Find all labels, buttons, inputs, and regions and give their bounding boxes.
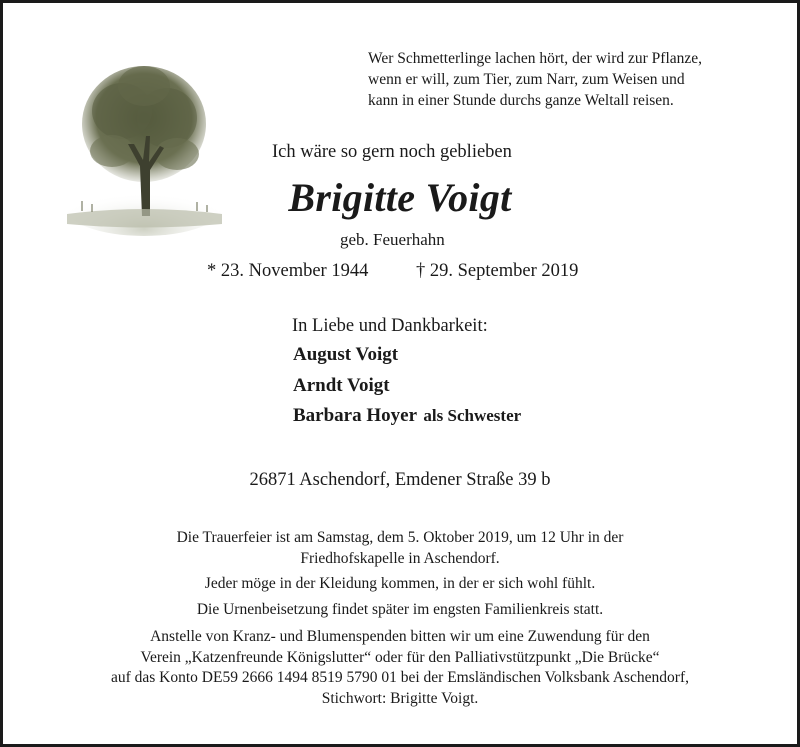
mourner-name: August Voigt (293, 344, 399, 365)
mourner-relation: als Schwester (423, 406, 522, 425)
mourner-item (293, 375, 390, 397)
quote-text: Wer Schmetterlinge lachen hört, der wird zur Pflanze, wenn er will, zum Tier, zum Narr, zum Weisen und kann in einer Stunde durchs ganze Weltall reisen. (368, 50, 703, 109)
mourner-name: Barbara Hoyer (293, 405, 417, 426)
mourner-item (293, 344, 398, 366)
mourners-intro: In Liebe und Dankbarkeit: (292, 316, 488, 336)
notice-clothing: Jeder möge in der Kleidung kommen, in der er sich wohl fühlt. (204, 575, 596, 592)
deceased-name: Brigitte Voigt (288, 175, 512, 220)
death-date: † 29. September 2019 (416, 261, 579, 281)
mourner-item (293, 405, 521, 427)
motto-text: Ich wäre so gern noch geblieben (272, 142, 512, 162)
notice-funeral: Die Trauerfeier ist am Samstag, dem 5. Oktober 2019, um 12 Uhr in der Friedhofskapelle in Aschendorf. (176, 529, 624, 567)
maiden-name: geb. Feuerhahn (340, 230, 445, 249)
address-text: 26871 Aschendorf, Emdener Straße 39 b (249, 470, 551, 490)
mourner-name: Arndt Voigt (293, 375, 390, 396)
notice-donation: Anstelle von Kranz- und Blumenspenden bitten wir um eine Zuwendung für den Verein „Katzenfreunde Königslutter“ oder für den Palliativstützpunkt „Die Brücke“ auf das Konto DE59 2666 1494 8519 5790 01 bei der Emsländischen Volksbank Aschendorf, Stichwort: Brigitte Voigt. (110, 628, 690, 707)
birth-date: * 23. November 1944 (207, 261, 369, 281)
notice-burial: Die Urnenbeisetzung findet später im engsten Familienkreis statt. (196, 601, 604, 618)
